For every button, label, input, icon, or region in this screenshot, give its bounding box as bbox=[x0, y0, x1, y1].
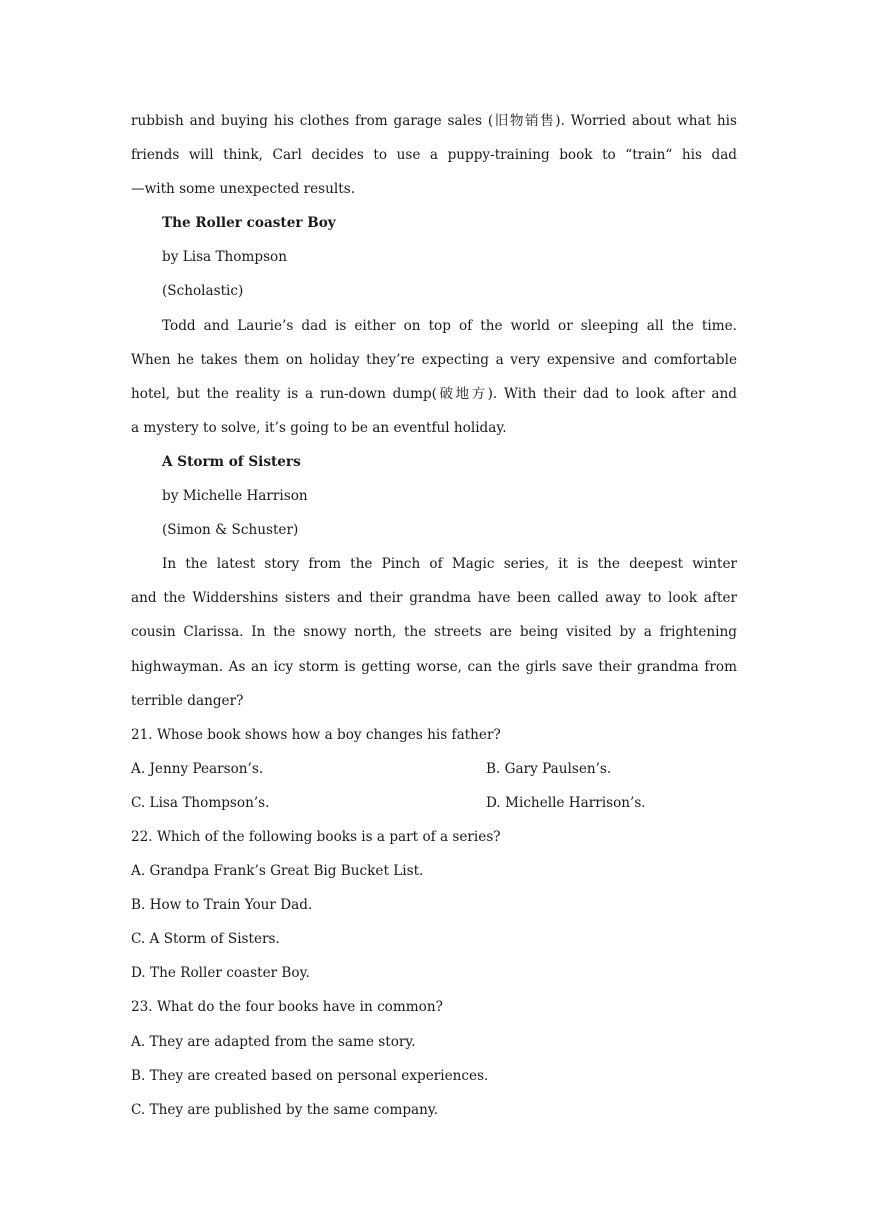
book-author: by Lisa Thompson bbox=[162, 249, 287, 266]
document-page bbox=[131, 104, 737, 1127]
question-stem: 23. What do the four books have in common? bbox=[131, 999, 443, 1016]
option-c: C. Lisa Thompson’s. bbox=[131, 794, 270, 811]
option-d: D. The Roller coaster Boy. bbox=[131, 965, 310, 982]
book-publisher: (Simon & Schuster) bbox=[162, 522, 299, 539]
book-entry-storm-of-sisters bbox=[131, 445, 737, 718]
option-a: A. Jenny Pearson’s. bbox=[131, 760, 264, 777]
text-line: and the Widdershins sisters and their grandma have been called away to look after bbox=[131, 590, 737, 607]
option-b: B. How to Train Your Dad. bbox=[131, 897, 313, 914]
option-row bbox=[131, 786, 737, 820]
option-b: B. They are created based on personal experiences. bbox=[131, 1067, 489, 1084]
text-line: Todd and Laurie’s dad is either on top of the world or sleeping all the time. bbox=[162, 317, 737, 334]
book-entry-roller-coaster-boy bbox=[131, 206, 737, 445]
book-publisher: (Scholastic) bbox=[162, 283, 244, 300]
text-line: hotel, but the reality is a run-down dump(破地方). With their dad to look after and bbox=[131, 385, 737, 402]
text-line: —with some unexpected results. bbox=[131, 181, 356, 198]
question-stem: 22. Which of the following books is a part of a series? bbox=[131, 828, 501, 845]
book-title: A Storm of Sisters bbox=[162, 453, 301, 470]
text-line: In the latest story from the Pinch of Magic series, it is the deepest winter bbox=[162, 556, 737, 573]
option-row bbox=[131, 752, 737, 786]
text-line: terrible danger? bbox=[131, 692, 244, 709]
book-author: by Michelle Harrison bbox=[162, 488, 308, 505]
text-line: a mystery to solve, it’s going to be an eventful holiday. bbox=[131, 419, 507, 436]
option-c: C. They are published by the same company. bbox=[131, 1101, 439, 1118]
text-line: friends will think, Carl decides to use a puppy-training book to “train“ his dad bbox=[131, 147, 737, 164]
option-a: A. They are adapted from the same story. bbox=[131, 1033, 416, 1050]
option-a: A. Grandpa Frank’s Great Big Bucket List. bbox=[131, 863, 424, 880]
option-c: C. A Storm of Sisters. bbox=[131, 931, 280, 948]
question-21 bbox=[131, 718, 737, 820]
intro-paragraph bbox=[131, 104, 737, 206]
text-line: rubbish and buying his clothes from garage sales (旧物销售). Worried about what his bbox=[131, 113, 737, 129]
book-title: The Roller coaster Boy bbox=[162, 215, 336, 232]
text-line: When he takes them on holiday they’re expecting a very expensive and comfortable bbox=[131, 351, 737, 368]
question-23 bbox=[131, 990, 737, 1126]
question-stem: 21. Whose book shows how a boy changes his father? bbox=[131, 726, 501, 743]
question-22 bbox=[131, 820, 737, 990]
option-b: B. Gary Paulsen’s. bbox=[486, 760, 612, 777]
text-line: highwayman. As an icy storm is getting worse, can the girls save their grandma from bbox=[131, 658, 737, 675]
text-line: cousin Clarissa. In the snowy north, the streets are being visited by a frightening bbox=[131, 624, 737, 641]
option-d: D. Michelle Harrison’s. bbox=[486, 794, 646, 811]
